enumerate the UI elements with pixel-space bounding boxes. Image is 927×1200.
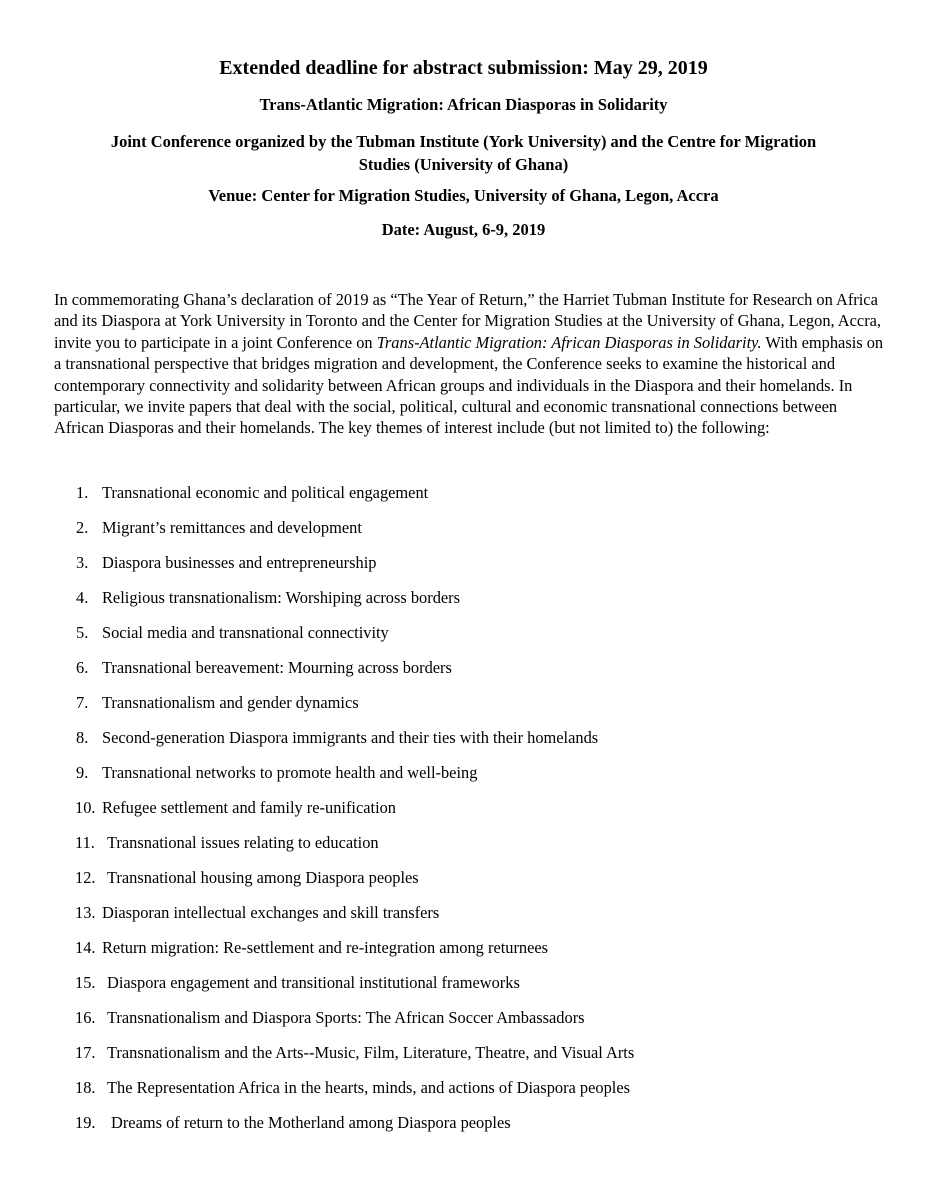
- theme-item: [0, 937, 927, 972]
- theme-item: [0, 727, 927, 762]
- theme-number: 2.: [76, 518, 89, 537]
- theme-text: Transnationalism and the Arts--Music, Film, Literature, Theatre, and Visual Arts: [107, 1043, 635, 1062]
- theme-item: [0, 622, 927, 657]
- theme-item: [0, 552, 927, 587]
- theme-text: Refugee settlement and family re-unification: [102, 798, 397, 817]
- theme-number: 9.: [76, 763, 89, 782]
- theme-item: [0, 797, 927, 832]
- theme-number: 6.: [76, 658, 89, 677]
- theme-text: Social media and transnational connectivity: [102, 623, 389, 642]
- theme-text: The Representation Africa in the hearts, minds, and actions of Diaspora peoples: [107, 1078, 630, 1097]
- themes-list: [0, 482, 927, 1147]
- theme-text: Dreams of return to the Motherland among Diaspora peoples: [111, 1113, 511, 1132]
- deadline-heading: Extended deadline for abstract submission: May 29, 2019: [219, 57, 708, 79]
- theme-number: 8.: [76, 728, 89, 747]
- theme-text: Diaspora businesses and entrepreneurship: [102, 553, 377, 572]
- theme-item: [0, 517, 927, 552]
- theme-item: [0, 692, 927, 727]
- theme-number: 10.: [75, 798, 96, 817]
- date-line: Date: August, 6-9, 2019: [381, 220, 546, 239]
- theme-number: 4.: [76, 588, 89, 607]
- venue-line: Venue: Center for Migration Studies, University of Ghana, Legon, Accra: [208, 186, 719, 205]
- theme-item: [0, 1077, 927, 1112]
- theme-text: Transnational housing among Diaspora peoples: [107, 868, 419, 887]
- theme-number: 5.: [76, 623, 89, 642]
- theme-text: Return migration: Re-settlement and re-integration among returnees: [102, 938, 549, 957]
- theme-item: [0, 1112, 927, 1147]
- intro-text-part-1: In commemorating Ghana’s declaration of 2019 as “The Year of Return,” the Harriet Tubman Institute for Research on Africa and its Diaspora at York University in Toronto and the Center for Migration Studies at the University of Ghana, Legon, Accra, invite you to participate in a joint Conference on: [54, 290, 882, 352]
- theme-item: [0, 482, 927, 517]
- theme-text: Transnational economic and political engagement: [102, 483, 429, 502]
- theme-text: Transnational networks to promote health and well-being: [102, 763, 478, 782]
- theme-text: Diasporan intellectual exchanges and skill transfers: [102, 903, 440, 922]
- theme-item: [0, 832, 927, 867]
- theme-text: Transnationalism and gender dynamics: [102, 693, 359, 712]
- theme-number: 3.: [76, 553, 89, 572]
- theme-item: [0, 657, 927, 692]
- organizers-line: [60, 130, 867, 176]
- theme-text: Transnational bereavement: Mourning across borders: [102, 658, 452, 677]
- theme-number: 19.: [75, 1113, 96, 1132]
- theme-item: [0, 1042, 927, 1077]
- intro-text-part-2: With emphasis on a transnational perspective that bridges migration and development, the Conference seeks to examine the historical and contemporary connectivity and solidarity between African groups and individuals in the Diaspora and their homelands. In particular, we invite papers that deal with the social, political, cultural and economic transnational connections between African Diasporas and their homelands. The key themes of interest include (but not limited to) the following:: [54, 332, 884, 438]
- theme-text: Religious transnationalism: Worshiping across borders: [102, 588, 461, 607]
- theme-text: Transnationalism and Diaspora Sports: The African Soccer Ambassadors: [107, 1008, 585, 1027]
- organizers-line-1: Joint Conference organized by the Tubman Institute (York University) and the Centre for Migration: [110, 132, 817, 151]
- theme-number: 1.: [76, 483, 89, 502]
- theme-number: 13.: [75, 903, 96, 922]
- theme-text: Transnational issues relating to education: [107, 833, 379, 852]
- theme-text: Migrant’s remittances and development: [102, 518, 362, 537]
- theme-number: 14.: [75, 938, 96, 957]
- theme-item: [0, 762, 927, 797]
- organizers-line-2: Studies (University of Ghana): [358, 155, 569, 174]
- theme-text: Second-generation Diaspora immigrants and their ties with their homelands: [102, 728, 599, 747]
- theme-item: [0, 902, 927, 937]
- theme-item: [0, 587, 927, 622]
- theme-number: 12.: [75, 868, 96, 887]
- theme-number: 18.: [75, 1078, 96, 1097]
- theme-text: Diaspora engagement and transitional institutional frameworks: [107, 973, 520, 992]
- theme-item: [0, 867, 927, 902]
- conference-title: Trans-Atlantic Migration: African Diasporas in Solidarity: [259, 95, 668, 114]
- theme-item: [0, 1007, 927, 1042]
- theme-number: 17.: [75, 1043, 96, 1062]
- intro-paragraph: [54, 289, 884, 439]
- theme-number: 15.: [75, 973, 96, 992]
- intro-conference-title-italic: Trans-Atlantic Migration: African Diasporas in Solidarity.: [376, 332, 762, 352]
- theme-number: 16.: [75, 1008, 96, 1027]
- theme-number: 7.: [76, 693, 89, 712]
- theme-number: 11.: [75, 833, 95, 852]
- theme-item: [0, 972, 927, 1007]
